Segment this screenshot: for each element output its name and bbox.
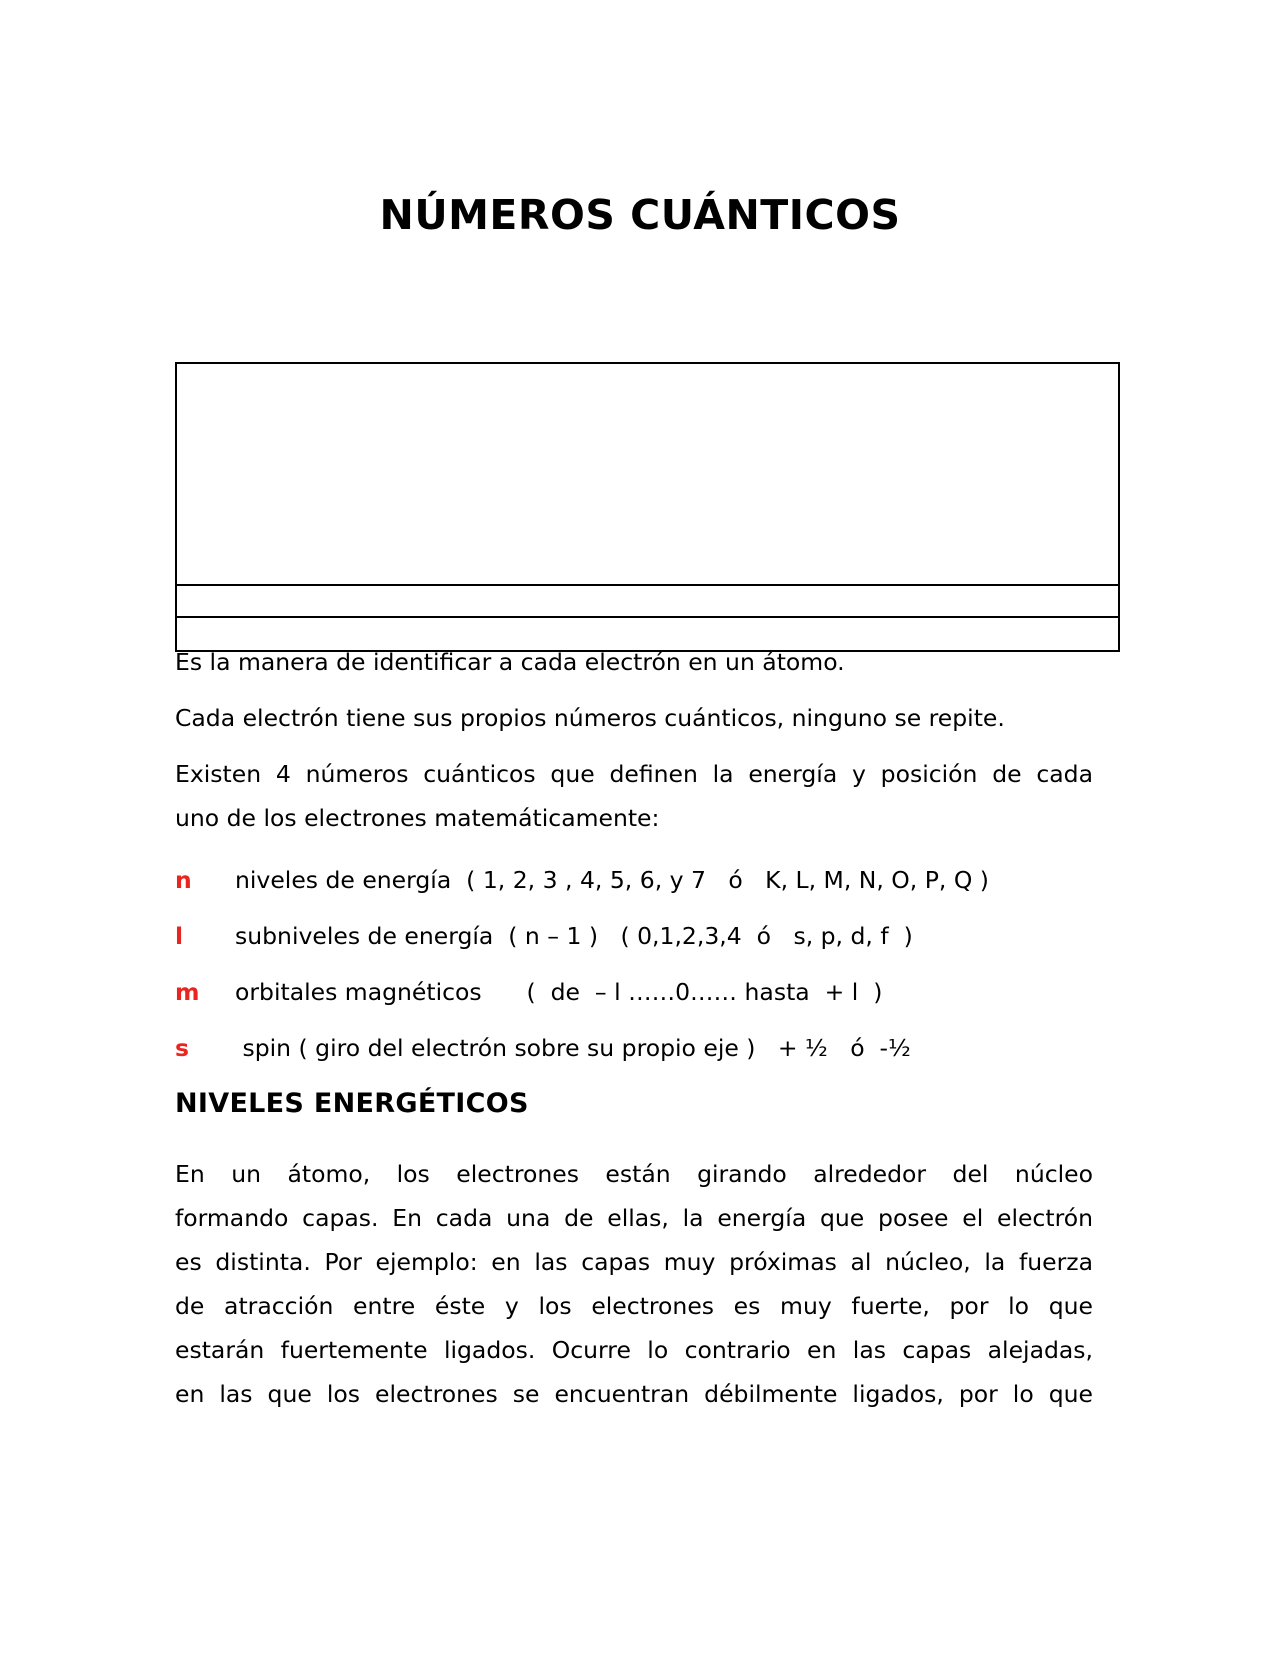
empty-table-row-1 bbox=[175, 584, 1120, 618]
intro-paragraph-2: Cada electrón tiene sus propios números cuánticos, ninguno se repite. bbox=[175, 704, 1005, 732]
quantum-description-n: niveles de energía ( 1, 2, 3 , 4, 5, 6, y 7 ó K, L, M, N, O, P, Q ) bbox=[235, 866, 989, 894]
section-paragraph-line: es distinta. Por ejemplo: en las capas muy próximas al núcleo, la fuerza bbox=[175, 1248, 1093, 1276]
section-paragraph-line: en las que los electrones se encuentran débilmente ligados, por lo que bbox=[175, 1380, 1093, 1408]
page-title: NÚMEROS CUÁNTICOS bbox=[379, 191, 901, 239]
section-paragraph-line: formando capas. En cada una de ellas, la energía que posee el electrón bbox=[175, 1204, 1093, 1232]
section-paragraph bbox=[175, 1152, 1093, 1416]
section-paragraph-line: En un átomo, los electrones están girando alrededor del núcleo bbox=[175, 1160, 1093, 1188]
quantum-symbol-s: s bbox=[175, 1034, 189, 1062]
quantum-description-s: spin ( giro del electrón sobre su propio eje ) + ½ ó -½ bbox=[235, 1034, 911, 1062]
section-paragraph-line: estarán fuertemente ligados. Ocurre lo contrario en las capas alejadas, bbox=[175, 1336, 1093, 1364]
quantum-number-row-s bbox=[175, 1026, 1093, 1070]
empty-table-main-cell bbox=[175, 362, 1120, 586]
intro-paragraph-3-line-2: uno de los electrones matemáticamente: bbox=[175, 804, 660, 832]
quantum-number-row-m bbox=[175, 970, 1093, 1014]
quantum-symbol-n: n bbox=[175, 866, 192, 894]
quantum-symbol-m: m bbox=[175, 978, 200, 1006]
intro-paragraph-1: Es la manera de identificar a cada electrón en un átomo. bbox=[175, 648, 845, 676]
intro-paragraph-3-line-1: Existen 4 números cuánticos que definen la energía y posición de cada bbox=[175, 760, 1093, 788]
quantum-description-m: orbitales magnéticos ( de – l ……0…… hasta + l ) bbox=[235, 978, 883, 1006]
intro-paragraph-3 bbox=[175, 752, 1093, 840]
quantum-number-row-l bbox=[175, 914, 1093, 958]
quantum-number-row-n bbox=[175, 858, 1093, 902]
section-heading: NIVELES ENERGÉTICOS bbox=[175, 1088, 529, 1119]
quantum-description-l: subniveles de energía ( n – 1 ) ( 0,1,2,3,4 ó s, p, d, f ) bbox=[235, 922, 913, 950]
section-paragraph-line: de atracción entre éste y los electrones es muy fuerte, por lo que bbox=[175, 1292, 1093, 1320]
quantum-symbol-l: l bbox=[175, 922, 184, 950]
